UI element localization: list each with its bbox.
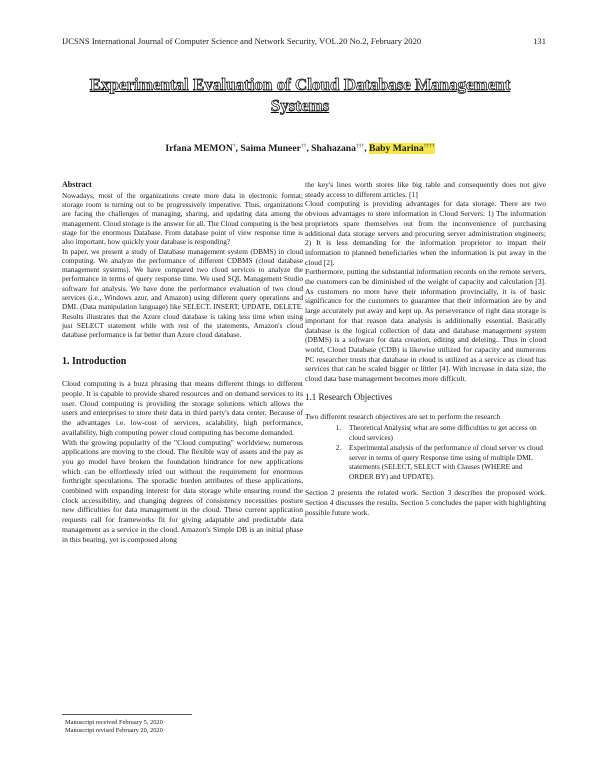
author-name: Baby Marina [368, 143, 424, 155]
author-affiliation-mark: ††† [355, 143, 365, 149]
body-paragraph: Cloud computing is providing advantages for data storage. There are two obvious advantages to store information in Cloud Servers: 1) The information proprietors spare themselves out from the inconvenience of purchasing additional data storage servers and procuring server administration engineers; 2) It is less demanding for the information proprietor to impart their information to planned beneficiaries when the information is put away in the cloud [2]. [305, 199, 546, 267]
list-item: 2. Experimental analysis of the performance of cloud server vs cloud server in terms of query Response time using of multiple DML statements (SELECT, SELECT with Clauses (WHERE and ORDER BY) and UPDATE). [343, 443, 546, 481]
author-affiliation-mark: †† [300, 143, 307, 149]
footnote-line: Manuscript revised February 20, 2020 [65, 727, 163, 735]
author-list [40, 143, 560, 154]
author-name: Saima Muneer [240, 143, 301, 155]
list-item: 1. Theoretical Analysis( what are some difficulties to get access on cloud services) [343, 423, 546, 442]
author-name: Shahazana [311, 143, 356, 155]
footnote-line: Manuscript received February 5, 2020 [65, 719, 163, 726]
author-affiliation-mark: †††† [423, 143, 435, 149]
author-name: Irfana MEMON [165, 143, 233, 155]
body-paragraph: the key's lines worth stores like big table and consequently does not give steady access to different articles. [1] [305, 180, 546, 199]
page-number: 131 [533, 36, 546, 46]
abstract-paragraph: Nowadays, most of the organizations create more data in electronic format; storage room is turning out to be progressively imperative. Thus, organizations are facing the challenges of managing, sharing, and updating data among the management. Cloud storage is the answer for all. The Cloud computing is the best stage for the enormous Database. From database point of view response time is also important, how quickly your database is responding? [62, 190, 303, 247]
paper-title-line-1: Experimental Evaluation of Cloud Database Management [89, 75, 511, 94]
abstract-heading: Abstract [62, 180, 92, 189]
author-separator: , [364, 143, 369, 155]
research-objectives-body [305, 412, 546, 518]
right-column [305, 180, 546, 517]
journal-citation: IJCSNS International Journal of Computer Science and Network Security, VOL.20 No.2, February 2020 [62, 36, 422, 46]
footnote-area [62, 714, 303, 736]
body-paragraph: Furthermore, putting the substantial information records on the remote servers, the customers can be diminished of the weight of capacity and calculation [3]. As customers no more have their information provincially, it is of basic significance for the customers to guarantee that their information are by and large accurately put away and kept up. As perseverance of right data storage is important for that reason data analysis is additionally essential. Basically database is the logical collection of data and database management system (DBMS) is a software for data creation, editing and deleting.. Thus in cloud world, Cloud Database (CDB) is likewise utilized for capacity and numerous PC researcher trusts that database in cloud is utilized as a service as cloud has services that can be scaled bigger or littler [4]. With increase in data size, the cloud data base management becomes more difficult. [305, 267, 546, 384]
abstract-section [62, 180, 303, 340]
highlighted-author [369, 143, 435, 154]
author-affiliation-mark: † [232, 143, 236, 149]
introduction-body-left [62, 379, 303, 544]
abstract-paragraph: In paper, we present a study of Database management system (DBMS) in cloud computing. We analyze the performance of different CDBMS (cloud database management systems). We have compared two cloud services to analyze the performance in terms of query response time. We used SQL Management Studio software for analysis. We have done the performance evaluation of two cloud services (i.e., Windows azur, and Amazon) using different query operations and DML (Data manipulation language) like SELECT, INSERT, UPDATE, DELETE. Results illustrates that the Azure cloud database is taking less time when using just SELECT statement while with rest of the statements, Amazon's cloud database performance is far better than Azure cloud database. [62, 246, 303, 340]
body-paragraph: Two different research objectives are set to perform the research [305, 411, 501, 421]
author-separator: , [306, 143, 312, 155]
objectives-list [305, 423, 546, 481]
research-objectives-heading: 1.1 Research Objectives [305, 391, 393, 402]
author-separator: , [235, 143, 241, 155]
body-paragraph: Cloud computing is a buzz phrasing that means different things to different people. It is capable to provide shared resources and on demand services to its user. Cloud computing is providing the storage solutions which allows the users and enterprises to store their data in third party's data center. Because of the advantages i.e. low-cost of services, scalability, high performance, availability, high computing power cloud computing has become demanded. [62, 379, 303, 437]
introduction-body-right [305, 180, 546, 384]
footnote-rule [62, 714, 192, 715]
introduction-heading: 1. Introduction [62, 355, 127, 367]
left-column [62, 180, 303, 544]
body-paragraph: Section 2 presents the related work. Section 3 describes the proposed work. Section 4 discusses the results. Section 5 concludes the paper with highlighting possible future work. [305, 488, 546, 517]
body-paragraph: With the growing popularity of the "Cloud computing" worldview, numerous applications are moving to the cloud. The flexible way of assets and the pay as you go model have broken the foundation hindrance for new applications which can be effortlessly tried out without the requirement for enormous forthright speculations. The sporadic burden attributes of these applications, combined with expanding interest for data storage while ensuring round the clock accessibility, and changing degrees of consistency necessities posture new difficulties for data management in the cloud. These current application requests call for frameworks fit for giving adaptable and predictable data management as a service in the cloud. Amazon's Simple DB is an initial phase in this bearing, yet is composed along [62, 437, 303, 544]
paper-title [40, 74, 560, 116]
paper-title-line-2: Systems [270, 96, 330, 115]
